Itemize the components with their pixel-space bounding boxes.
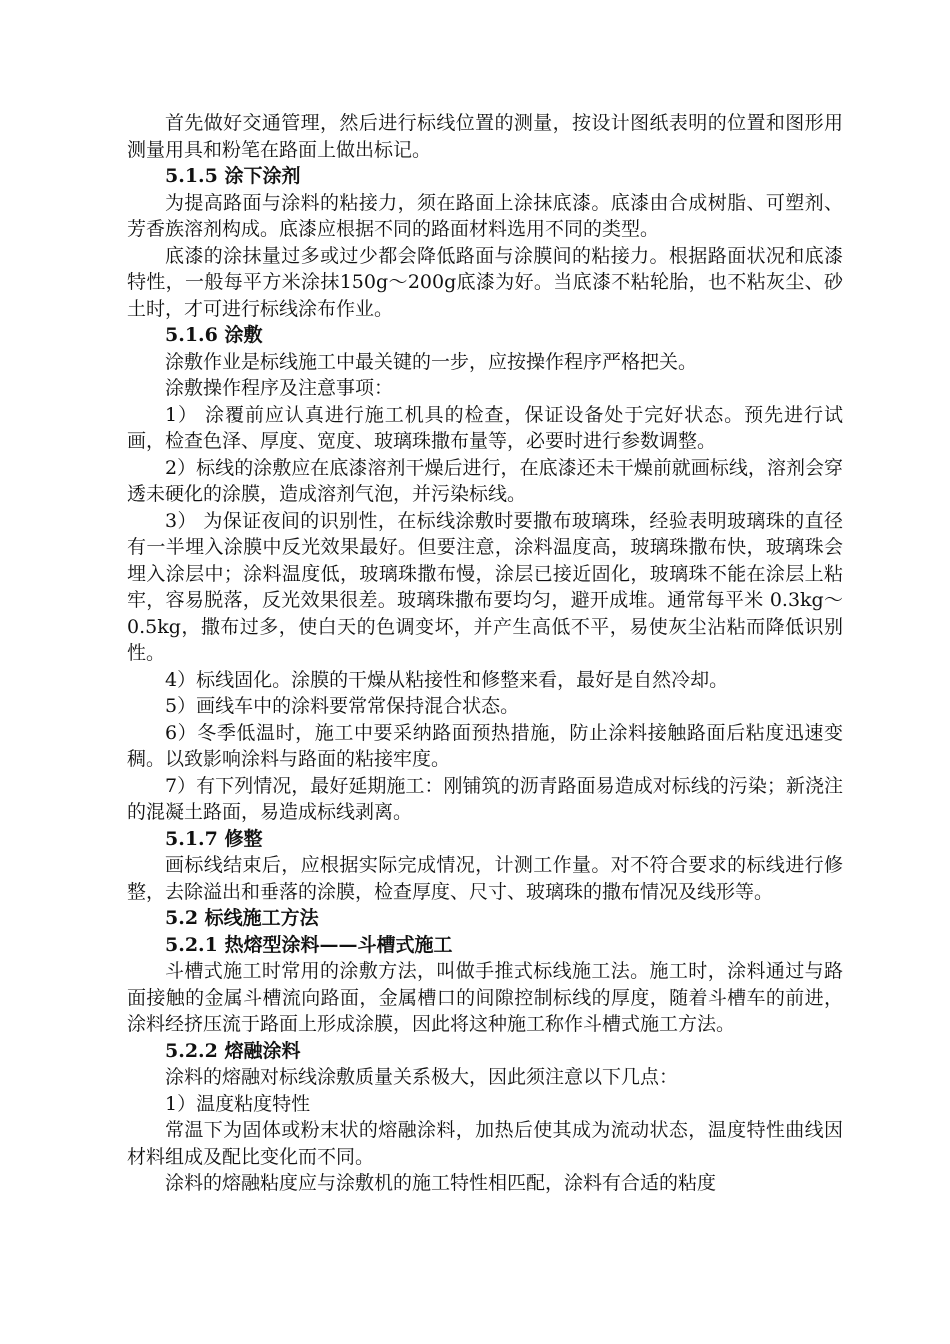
paragraph: 1） 涂覆前应认真进行施工机具的检查，保证设备处于完好状态。预先进行试画，检查色泽、厚度、宽度、玻璃珠撒布量等，必要时进行参数调整。	[127, 403, 843, 452]
paragraph: 涂敷操作程序及注意事项：	[165, 377, 394, 399]
paragraph: 画标线结束后，应根据实际完成情况，计测工作量。对不符合要求的标线进行修整，去除溢出和垂落的涂膜，检查厚度、尺寸、玻璃珠的撒布情况及线形等。	[127, 854, 843, 903]
section-heading: 5.1.6 涂敷	[165, 324, 263, 346]
paragraph: 涂料的熔融粘度应与涂敷机的施工特性相匹配，涂料有合适的粘度	[165, 1172, 717, 1194]
section-heading: 5.2.1 热熔型涂料——斗槽式施工	[165, 933, 453, 956]
paragraph: 涂料的熔融对标线涂敷质量关系极大，因此须注意以下几点：	[165, 1066, 679, 1088]
paragraph: 5）画线车中的涂料要常常保持混合状态。	[165, 695, 520, 717]
paragraph: 3） 为保证夜间的识别性，在标线涂敷时要撒布玻璃珠，经验表明玻璃珠的直径有一半埋入涂膜中反光效果最好。但要注意，涂料温度高，玻璃珠撒布快，玻璃珠会埋入涂层中；涂料温度低，玻璃珠撒布慢，涂层已接近固化，玻璃珠不能在涂层上粘牢，容易脱落，反光效果很差。玻璃珠撒布要均匀，避开成堆。通常每平米 0.3kg～0.5kg，撒布过多，使白天的色调变坏，并产生高低不平，易使灰尘沾粘而降低识别性。	[127, 509, 843, 664]
paragraph: 首先做好交通管理，然后进行标线位置的测量，按设计图纸表明的位置和图形用测量用具和粉笔在路面上做出标记。	[127, 112, 843, 161]
paragraph: 2）标线的涂敷应在底漆溶剂干燥后进行，在底漆还未干燥前就画标线，溶剂会穿透未硬化的涂膜，造成溶剂气泡，并污染标线。	[127, 456, 843, 505]
section-heading: 5.1.7 修整	[165, 827, 263, 850]
paragraph: 常温下为固体或粉末状的熔融涂料，加热后使其成为流动状态，温度特性曲线因材料组成及配比变化而不同。	[127, 1119, 843, 1168]
paragraph: 底漆的涂抹量过多或过少都会降低路面与涂膜间的粘接力。根据路面状况和底漆特性，一般每平方米涂抹150g～200g底漆为好。当底漆不粘轮胎，也不粘灰尘、砂土时，才可进行标线涂布作业。	[127, 244, 843, 320]
document-page	[127, 110, 843, 1197]
paragraph: 6）冬季低温时，施工中要采纳路面预热措施，防止涂料接触路面后粘度迅速变稠。以致影响涂料与路面的粘接牢度。	[127, 721, 843, 770]
paragraph: 7）有下列情况，最好延期施工：刚铺筑的沥青路面易造成对标线的污染；新浇注的混凝土路面，易造成标线剥离。	[127, 774, 843, 823]
section-heading: 5.2 标线施工方法	[165, 907, 319, 929]
paragraph: 1）温度粘度特性	[165, 1092, 311, 1115]
paragraph: 斗槽式施工时常用的涂敷方法，叫做手推式标线施工法。施工时，涂料通过与路面接触的金属斗槽流向路面，金属槽口的间隙控制标线的厚度，随着斗槽车的前进，涂料经挤压流于路面上形成涂膜，因此将这种施工称作斗槽式施工方法。	[127, 960, 843, 1035]
paragraph: 4）标线固化。涂膜的干燥从粘接性和修整来看，最好是自然冷却。	[165, 668, 729, 691]
paragraph: 涂敷作业是标线施工中最关键的一步，应按操作程序严格把关。	[165, 350, 698, 373]
section-heading: 5.1.5 涂下涂剂	[165, 165, 301, 187]
section-heading: 5.2.2 熔融涂料	[165, 1039, 301, 1062]
paragraph: 为提高路面与涂料的粘接力，须在路面上涂抹底漆。底漆由合成树脂、可塑剂、芳香族溶剂构成。底漆应根据不同的路面材料选用不同的类型。	[127, 191, 843, 240]
